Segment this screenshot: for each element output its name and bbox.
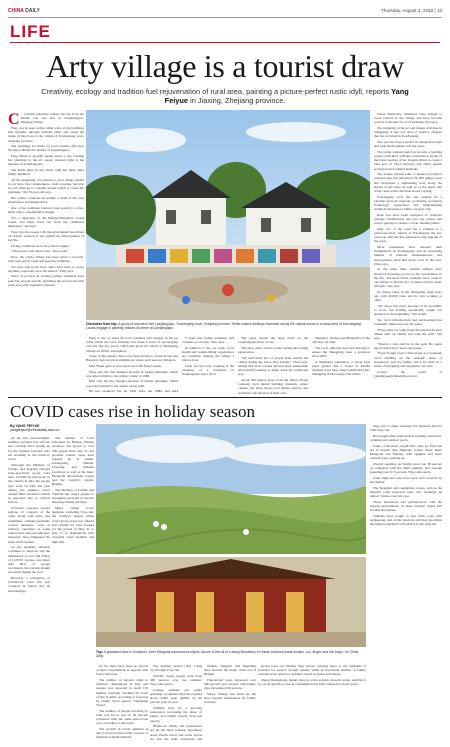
paragraph: The local authority has been striving to ensure the Shengping Area a gorgeous since 2003. [312,345,370,359]
paragraph: "It's now true in her here, and I don't have to worry anything, especially now I'm retired," Feng says. [8,264,84,273]
paragraph: Mao Yiqun grew to draw more and visit Feng's home. [89,364,162,368]
paragraph: The Shanghai and Guangzhou routes, such as the Qinghai Lake high-end tours saw bookings up almost 3 times over last year. [370,485,442,498]
byline-author: By YANG FEIYUE [10,424,40,428]
paragraph: They can be seen on the white walls of the buildings that meander through wetland parks and along the banks of the rivers in the village of Youchegang town, Zhejiang province. [8,126,84,143]
paragraph: The shop offers visitors some tasting and tasting experiences. [238,345,308,354]
story1-col6 [374,112,442,392]
story1-col3 [182,336,234,394]
paragraph: Group tours are smaller than before, catering more to the demands of travelers for service of high quality, while an increasing number of family travelers have opted for activities based on sports and fitness. [258,664,366,677]
paragraph: Some of the most sought-after tours by Trip.com are in regions like Xinjiang, Gansu, Tibet, Inner Mongolia and Yunnan, with Qinghai and more tourism types opening up. [370,443,442,461]
section2-rule [8,397,442,398]
paragraph: Mao says his life changed because of farmer paintings, which was what led him to the artistic career path. [86,379,178,388]
paragraph: Feng says the reason why the environment has mixed on artistic creation is the significant improvement of her life. [8,229,84,242]
paragraph: Some of the painters have now been invited to South Korea and Britain to hold pictorial exhibitions, where such seen are villagers. [86,354,178,363]
paper-logo-suffix: DAILY [25,7,40,14]
paragraph: Some high-end tours have been well received by the market. [370,475,442,484]
paragraph: The area has been a model for integrated urban and rural development over the years. [374,140,442,149]
paragraph: The number of local infections in Hainan, Hainan province, has grown to over 300 people since July 31 and sporadic related cases have popped up in Anhui, Guangdong, Hainan, Liaoning, and Sichuan provinces as well as the Inner Mongolia autonomous region and the country's capital, Beijing. [52,436,94,487]
paragraph: The paintings are made by local farmers and have become a distinctive feature of Lianjiangqiao. [8,144,84,153]
story1-headline: Arty village is a tourist draw [45,48,405,84]
paragraph: The Lizhu wetland park has become a bustling project with kind, with the construction layout of the lower reaches of the Tongxie River to create a land area of 231.5 hectares and offers superb ecological and cultural elements. [374,149,442,171]
paragraph: Only two of the town has a running as a grassroots-level official at Youchegang the two years ago that she has witnessed a big upgrade of the town. [374,226,442,244]
paragraph: Feng is one of about 60 local residents who engage in the art form, which the local authority has made a point of encouraging over the last few years, which has given the whole of Shengping Village an artistic atmosphere. [86,336,178,353]
caption2-text: A grassland view in Hulunbuir, Inner Mongolia autonomous region. Above: A tree-lit of Lukang Monastery in Hunan province leads tourists. Luo Jingbo and Ma Jiayu / for China Daily [96,650,359,658]
paragraph: Shanghai, Suzhou and Hangzhou in the old days, he adds. [312,336,370,345]
paragraph: Summer trips are a growing preference, increasing the share of luxury and family travels, Trip.com reports. [150,706,202,723]
paragraph: "There were only mud roads," she recalls. [11,249,68,254]
grassland-image [96,424,366,554]
paragraph: The nurturing of the art and leisure activities in Shengping is just one area of positive changes that has occurred in Youchegang. [374,126,442,139]
paragraph: Its output value in the Shengping eight years ago with 40,000 yuan and its own working at other. [374,289,442,303]
paper-logo-prefix: CHINA [8,7,24,14]
paper-logo [8,8,40,14]
paragraph: A Shellberry plantation, a sweet fruit plant garden and a forest of Panzhi chestnut trees have been transformed into Shengping Park scenery, Fan Zhibo. [312,359,370,377]
grassland-photo [96,424,366,554]
paragraph: The pipes beside the large plaza on the Lianjiangqiao have a loop. [238,336,308,345]
paragraph: More rare life this changed because of farmer paintings, which was what led him to the artistic artists' of 1986. [86,369,178,378]
deck-author: Yang Feiyue [164,87,409,105]
village-photo [86,110,370,320]
paragraph: He has produced the art form since the 1980s and held [89,389,178,394]
paragraph: "We welcomed lots of people from outside the village during the Labor Day holiday," Chen says, adding that most tourists showed great enthusiasm and learned learning to make some the traditional way. [238,355,308,377]
village-scene-image [86,110,370,320]
story2-col1 [8,436,50,736]
paragraph: Yet, local infrastructure and environment has constantly improved over the years. [374,317,442,327]
paragraph: Travelers' concerns toward regions of concern of the virus, along with strict, and sometimes, complex pandemic control measures, such as reduced capacities at some tourist sites and precautionary measures, have dampened the spirit of the market. [8,506,50,544]
deck-location: in Jiaxing, Zhejiang province. [190,96,286,105]
paragraph: One of her paintings features lotus ponds in a river, filled with a contemplative design. [8,205,84,214]
paragraph: Those attractions and performances with the natural environment, in these tourism routes still flooded the market. [370,499,442,512]
paragraph: Years of practice in creating farmer paintings have seen her several awards, including the second and first prize in locally organized contests. [8,274,84,287]
paragraph: As the first post-pandemic summer vacation has arrived, new variants have sprung up for the Chinese travelers who are straining at the leash to travel. [8,436,50,462]
paragraph: Chen Lei has been working at the canopies of a rainforest in Jianjiangqiao since 2012. [182,364,234,377]
story2-col3 [96,664,148,742]
caption-lead: Clockwise from top: [86,322,118,326]
paragraph: trips, saw Li Qian, learning tour business director with Trip.com. [370,424,442,433]
deck-text: Creativity, ecology and tradition fuel rejuvenation of rural area, painting a picture-perfect rustic idyll, reports [41,87,390,96]
story1-col2 [86,336,178,394]
paragraph: Overall spending on family tours rose 38 percent as compared with the 2020 summer, and average spending rose by 5 percent, Trip.com reports. [370,461,442,475]
story2-col6 [258,664,366,742]
paragraph: The Ministry of Culture and Tourism has urged people to strengthen personal protection measures during the trips. [52,487,94,505]
story2-caption [96,650,366,658]
paragraph: Zhang Shengzhang, deputy director at the tourism research center, said that it is a good sign that a rise in consumption has fully returned in recent years. [258,678,366,687]
story1-caption [86,322,370,330]
paragraph: "In the beginning, we learned to draw things related to our lives, like a mantelpiece, from a teacher, but now we can often go to a theme around which to create my paintings," the 70-year-old says. [8,177,84,195]
paragraph: However, a resurgence of COVID-19 cases has just occurred in Sanya and its surroundings. [8,576,50,593]
paragraph: College students per capita spending on summer trips has reached about 2,000 yuan ($296), up 40 percent year-on-year. [150,687,202,705]
story1-col4 [238,336,308,394]
paragraph: Her artistic creations are mainly a result of her own experiences and imagination. [8,196,84,205]
paragraph: Educational tours increased over 400 percent year-on-year, with family trips increasing 250 percent. [204,678,256,691]
paragraph: "I hope that farmer paintings will continue as a brand," Mao says. [182,336,234,345]
caption2-lead: Top: [96,650,103,654]
paragraph: "We chose this place because of its proximity to work, but nothing specifically caught our attention as the beginning," Wu recalls. [374,303,442,317]
byline-email: yangfeiyue@chinadaily.com.cn [10,428,60,433]
paragraph: Now, the whole village has been given a face-lift, with well-paved roads and spacious buildings. [8,254,84,263]
story1-col1 [8,112,84,392]
paragraph: Although the Ministry of Culture and Tourism allowed trans-provincial group tours after COVID-19 infections in the country in July, the people who went on trips last year during the summer travel capital didn't rebound as much as expected due to various factors. [8,462,50,505]
paragraph: Colorful paintings capture the eye from the minute one sets foot in Lianjiangqiao, Zhejiang village. [20,112,84,125]
date-text: Thursday, August 4, 2022 [381,8,434,13]
monastery-photo [96,557,366,647]
paragraph: Rain and have been equipped to celebrate garbage classification and sort out, review and collect garbage to ensure a clean, modern public. [374,212,442,226]
section-title: LIFE [10,22,51,41]
monastery-image [96,557,366,647]
paragraph: In addition to the art scene, local health and 'wealth-lifting' experiences are available, making the village a tourist draw. [182,345,234,363]
story2-col4 [150,664,202,742]
paragraph: More businesses have situated their headquarters in Youchegang, and an increasing number of national businesspeople and entrepreneurs have laid down roots in the area, Zhou says. [374,245,442,266]
paragraph: Hands-on, family and experiences are all the most popular experience areas. Beach resort and water sports are also the main attractions this [150,724,202,741]
story2-byline [10,424,59,433]
caption-text: A group of reporters visit Lianjiangqiao, Youchegang town, Zhejiang province. White-walled buildings resemble strong the natural scene in a canal area of Youchegang. Locals engage in painting classes at center at Lianjiangqiao. [86,322,362,330]
section-rule [10,42,440,43]
page-number: 13 [436,8,442,13]
paragraph: "There's a cafe and bar in the park. He opens the local library to learn and books. [374,341,442,350]
paragraph: Wuhan, Qingdao and Kunming have become the major cities out of Beijing. [204,664,256,677]
paragraph: "It's a depiction of the Beijing-Hangzhou Grand Canal, and these boats are from my childhood memories," she says. [8,215,84,228]
paragraph: Major online travel agencies, including Trip.com, the country's largest online travel group, have now offered full refunds for trips booked for the period of May 31 to July 11 to destinations with currently rated medium and high risk. [52,506,94,544]
paragraph: "Even though I feel a little alone at a weekend, we're building up the strategic sense of downtown, and my family and I are fully in a sense of belonging and happiness," he says. [374,351,442,369]
paragraph: Those distinctive industries have helped to boost visitors to the village and have become sources of income for local residents, Fan says. [374,112,442,125]
paragraph: Hot sought-after items include farming, adventure, camping and outdoor sports. [370,433,442,442]
paragraph: At the same time, ancient villages have attracted increasing access to the convenience of the life, and more urban residents have come to our village to feel the joy of nature and the rustic lifestyle," she says. [374,267,442,289]
story2-col2 [52,436,94,736]
paragraph: She heads there in the center with her three other family members. [8,168,84,177]
paragraph: So far, there have been no reports of mass cancellations in regions with lower risk areas. [96,664,148,677]
paragraph: Contact the writer at yangfeiyue@chinadaily.com.cn [374,369,442,378]
story1-deck [40,87,410,105]
paragraph: The number of people traveling by train was set to rise by 40 percent compared with the same period last year, according to the report. [96,708,148,726]
paragraph: As the domestic situation continues to improve and the admissions of over 100 billion of COVID vaccine, and more than 60% of people vaccinated, the tourism market recovered during the year. [8,545,50,575]
paragraph: "Every time we walk along the green belts after dinner with our family and walk the path," Wu says. [374,327,442,341]
page-header [8,4,442,18]
story2-headline: COVID cases rise in holiday season [10,402,256,421]
paragraph: The summer season (July 1-Aug 31) through Trip.com. [150,664,202,673]
story2-col5 [204,664,256,742]
paragraph: The growth in travel numbers is due to more travelers with a retreat of domestic tourism demand. [96,727,148,740]
paragraph: Youchegang town has also pushed for a pipeline network upgrade, promoting ecological technology application and implementing technical measures to build a 'sponge city'. [374,194,442,212]
paragraph: Students have sought to tour farm crops with sightseeing, and all the intervals and their guardians the highest standards will survive in the long run. [370,513,442,526]
paragraph: The Guzhu Stream Lake, a themed ecological northern site, has introduced 10,000 ginkgo trees and developed a sightseeing trail, along the shores of the lake, as well as at the upper and water cases with wild birds in early spring. [374,172,442,194]
paragraph: Overall, young people went from 400 percent over last summer, Trip.com reports. [150,673,202,687]
paragraph: About 300 meters away from the Smart Zhong Lankong rural model building museum, where visitors can learn about local marine history and assemble a model boat of their own. [238,378,308,394]
dropcap: C [8,112,20,128]
paragraph: Feng Yimin is proudly speaks hours a day creating her paintings in the art center, situated right at the entrance of Lianjiangqiao. [8,154,84,167]
date-line: Thursday, August 4, 2022 | 13 [381,8,442,13]
paragraph: The number of traveler visits to domestic destinations in July and August was expected to reach 150 million, basically reaching the level of that in 2019, according to forecasts by online travel agency Tongcheng Travel. [96,678,148,708]
story2-col7 [370,424,442,742]
paragraph: Living conditions were very much tougher. [11,243,70,248]
paragraph: Sanya, Xining and Xi'an are the most popular destinations for family travelers. [204,692,256,705]
story1-col5 [312,336,370,394]
